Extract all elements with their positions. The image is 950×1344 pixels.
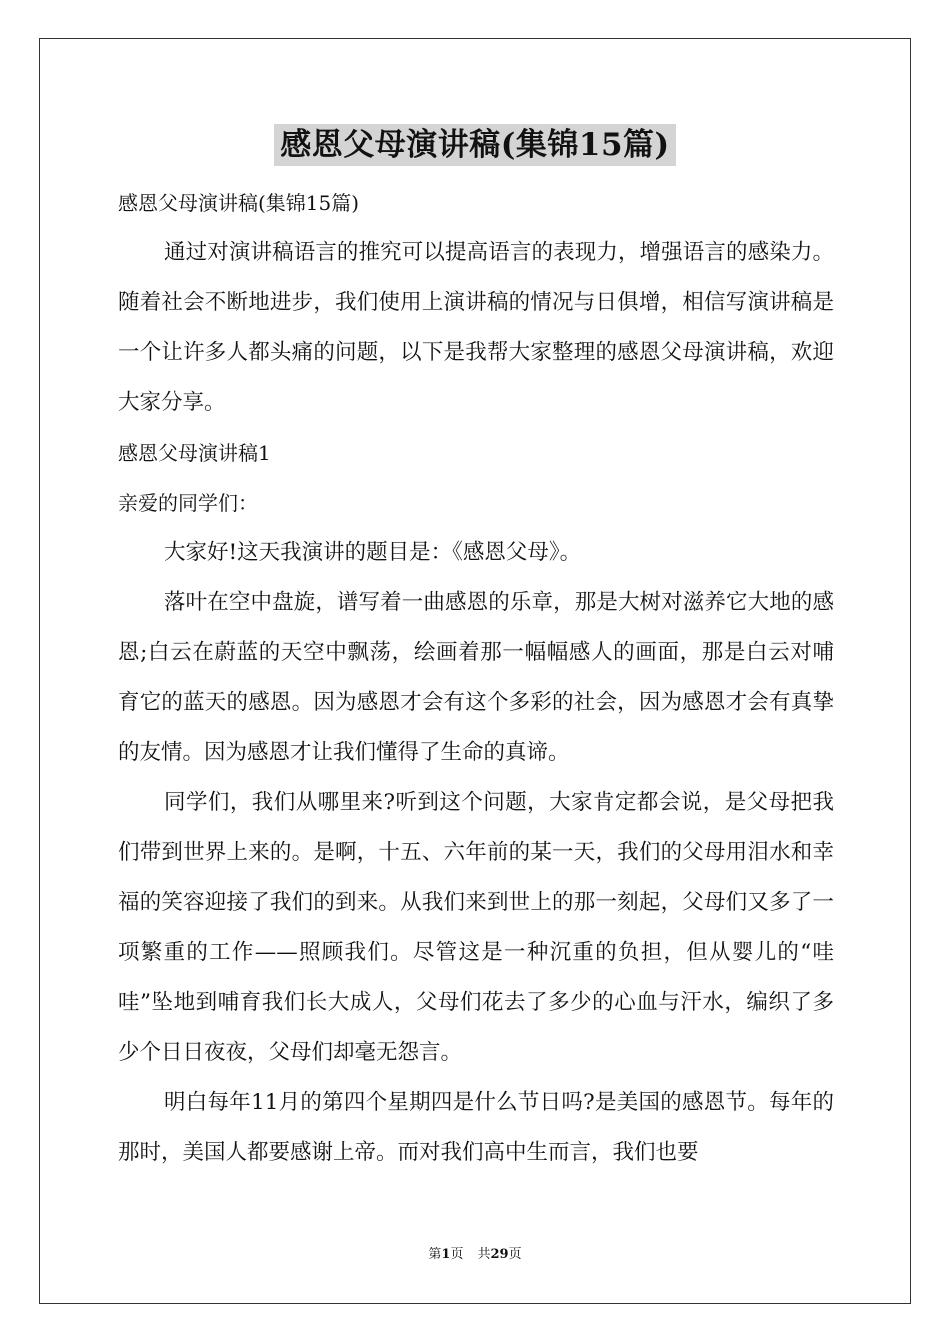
paragraph-greeting: 大家好!这天我演讲的题目是：《感恩父母》。	[164, 540, 582, 565]
page-footer	[0, 1243, 950, 1262]
page-suffix: 页	[450, 1247, 464, 1262]
title-container	[0, 124, 950, 166]
page-number	[428, 1247, 463, 1262]
paragraph-intro: 通过对演讲稿语言的推究可以提高语言的表现力，增强语言的感染力。随着社会不断地进步，我们使用上演讲稿的情况与日俱增，相信写演讲稿是一个让许多人都头痛的问题，以下是我帮大家整理的感恩父母演讲稿，欢迎大家分享。	[118, 240, 834, 415]
section-heading: 感恩父母演讲稿1	[118, 441, 271, 465]
paragraph-body-3: 明白每年11月的第四个星期四是什么节日吗?是美国的感恩节。每年的那时，美国人都要感谢上帝。而对我们高中生而言，我们也要	[118, 1090, 834, 1165]
salutation: 亲爱的同学们：	[118, 491, 258, 515]
total-count: 29	[490, 1247, 509, 1262]
total-prefix: 共	[477, 1247, 491, 1262]
page-prefix: 第	[428, 1247, 442, 1262]
document-subtitle: 感恩父母演讲稿(集锦15篇)	[118, 191, 360, 215]
document-body	[118, 178, 834, 1178]
total-suffix: 页	[508, 1247, 522, 1262]
paragraph-body-1: 落叶在空中盘旋，谱写着一曲感恩的乐章，那是大树对滋养它大地的感恩;白云在蔚蓝的天空中飘荡，绘画着那一幅幅感人的画面，那是白云对哺育它的蓝天的感恩。因为感恩才会有这个多彩的社会，因为感恩才会有真挚的友情。因为感恩才让我们懂得了生命的真谛。	[118, 590, 834, 765]
page-current: 1	[441, 1247, 451, 1262]
document-title: 感恩父母演讲稿(集锦15篇)	[274, 124, 675, 166]
paragraph-body-2: 同学们，我们从哪里来?听到这个问题，大家肯定都会说，是父母把我们带到世界上来的。是啊，十五、六年前的某一天，我们的父母用泪水和幸福的笑容迎接了我们的到来。从我们来到世上的那一刻起，父母们又多了一项繁重的工作——照顾我们。尽管这是一种沉重的负担，但从婴儿的“哇哇”坠地到哺育我们长大成人，父母们花去了多少的心血与汗水，编织了多少个日日夜夜，父母们却毫无怨言。	[118, 790, 834, 1065]
page-total	[477, 1247, 521, 1262]
